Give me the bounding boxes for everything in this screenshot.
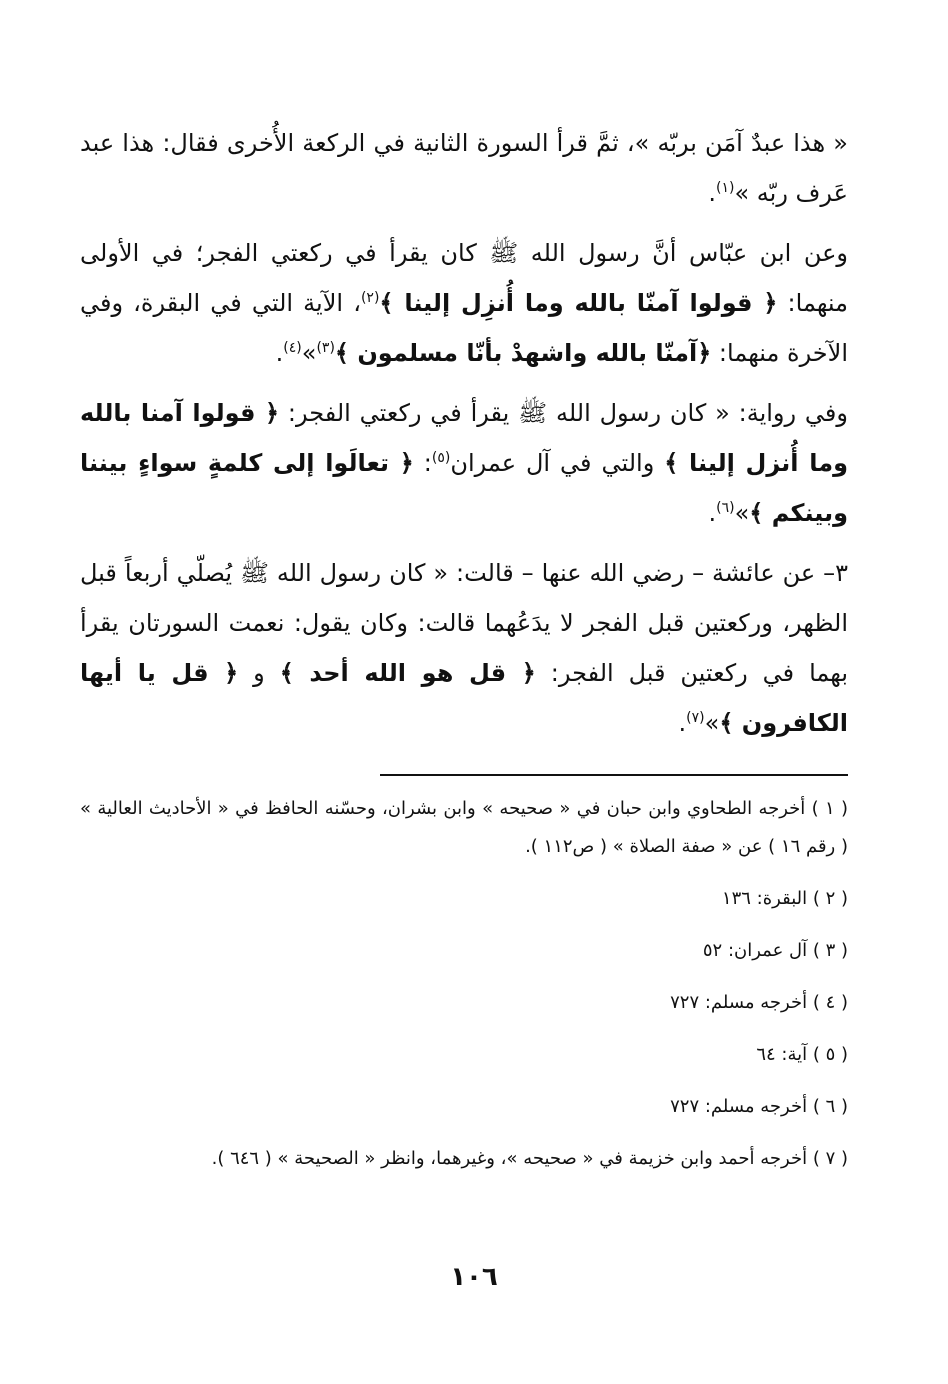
- text-segment: وعن ابن عبّاس أنَّ رسول الله ﷺ كان يقرأ في ركعتي الفجر؛ في الأولى منهما:: [80, 239, 848, 317]
- quran-verse: ﴿ قل هو الله أحد ﴾: [279, 659, 536, 687]
- main-text: [80, 118, 848, 758]
- text-segment: .: [275, 339, 284, 367]
- footnote-5: ( ٥ ) آية: ٦٤: [756, 1044, 848, 1065]
- footnote-ref: (١): [716, 180, 735, 196]
- footnote-divider: [380, 774, 848, 776]
- text-segment: :: [413, 449, 432, 477]
- page-number: ١٠٦: [450, 1262, 498, 1292]
- footnote-ref: (٦): [716, 500, 735, 516]
- text-segment: ، الآية التي في البقرة، وفي الآخرة منهما:: [80, 289, 848, 367]
- text-segment: « هذا عبدٌ آمَن بربّه »، ثمَّ قرأ السورة الثانية في الركعة الأُخرى فقال: هذا عبد عَرف ربّه »: [80, 129, 848, 207]
- quran-verse: ﴿ تعالَوا إلى كلمةٍ سواءٍ بيننا وبينكم ﴾: [80, 449, 848, 527]
- footnote-1: ( ١ ) أخرجه الطحاوي وابن حبان في « صحيحه » وابن بشران، وحسّنه الحافظ في « الأحاديث العالية » ( رقم ١٦ ) عن « صفة الصلاة » ( ص١١٢ ).: [80, 798, 848, 857]
- footnote-ref: (٣): [316, 340, 335, 356]
- footnote-2: ( ٢ ) البقرة: ١٣٦: [721, 888, 848, 909]
- footnote-ref: (٥): [431, 450, 451, 466]
- text-segment: ٣– عن عائشة – رضي الله عنها – قالت: « كان رسول الله ﷺ يُصلّي أربعاً قبل الظهر، وركعتين قبل الفجر لا يدَعُهما قالت: وكان يقول: نعمت السورتان يقرأ بهما في ركعتين قبل الفجر:: [80, 559, 848, 687]
- quran-verse: ﴿ قل يا أيها الكافرون ﴾: [80, 659, 848, 737]
- text-segment: وفي رواية: « كان رسول الله ﷺ يقرأ في ركعتي الفجر:: [279, 399, 848, 427]
- text-segment: .: [708, 179, 716, 207]
- text-segment: .: [678, 709, 687, 737]
- footnotes: [80, 790, 848, 1192]
- quran-verse: ﴿ قولوا آمنّا بالله وما أُنزِل إلينا ﴾: [379, 289, 778, 317]
- footnote-ref: (٤): [283, 340, 302, 356]
- quran-verse: ﴿ قولوا آمنا بالله وما أُنزل إلينا ﴾: [80, 399, 848, 477]
- text-segment: »: [704, 709, 720, 737]
- footnote-ref: (٧): [686, 710, 705, 726]
- paragraph-2: [80, 228, 848, 378]
- paragraph-3: [80, 388, 848, 538]
- footnote-4: ( ٤ ) أخرجه مسلم: ٧٢٧: [670, 992, 848, 1013]
- footnote-ref: (٢): [360, 290, 380, 306]
- footnote-7: ( ٧ ) أخرجه أحمد وابن خزيمة في « صحيحه »، وغيرهما، وانظر « الصحيحة » ( ٦٤٦ ).: [211, 1148, 848, 1169]
- text-segment: »: [734, 499, 750, 527]
- text-segment: و: [238, 659, 280, 687]
- text-segment: »: [301, 339, 317, 367]
- paragraph-1: [80, 118, 848, 218]
- text-segment: والتي في آل عمران: [450, 449, 665, 477]
- paragraph-4: [80, 548, 848, 748]
- footnote-3: ( ٣ ) آل عمران: ٥٢: [702, 940, 848, 961]
- quran-verse: ﴿آمنّا بالله واشهدْ بأنّا مسلمون ﴾: [334, 339, 712, 367]
- footnote-6: ( ٦ ) أخرجه مسلم: ٧٢٧: [670, 1096, 848, 1117]
- text-segment: .: [708, 499, 717, 527]
